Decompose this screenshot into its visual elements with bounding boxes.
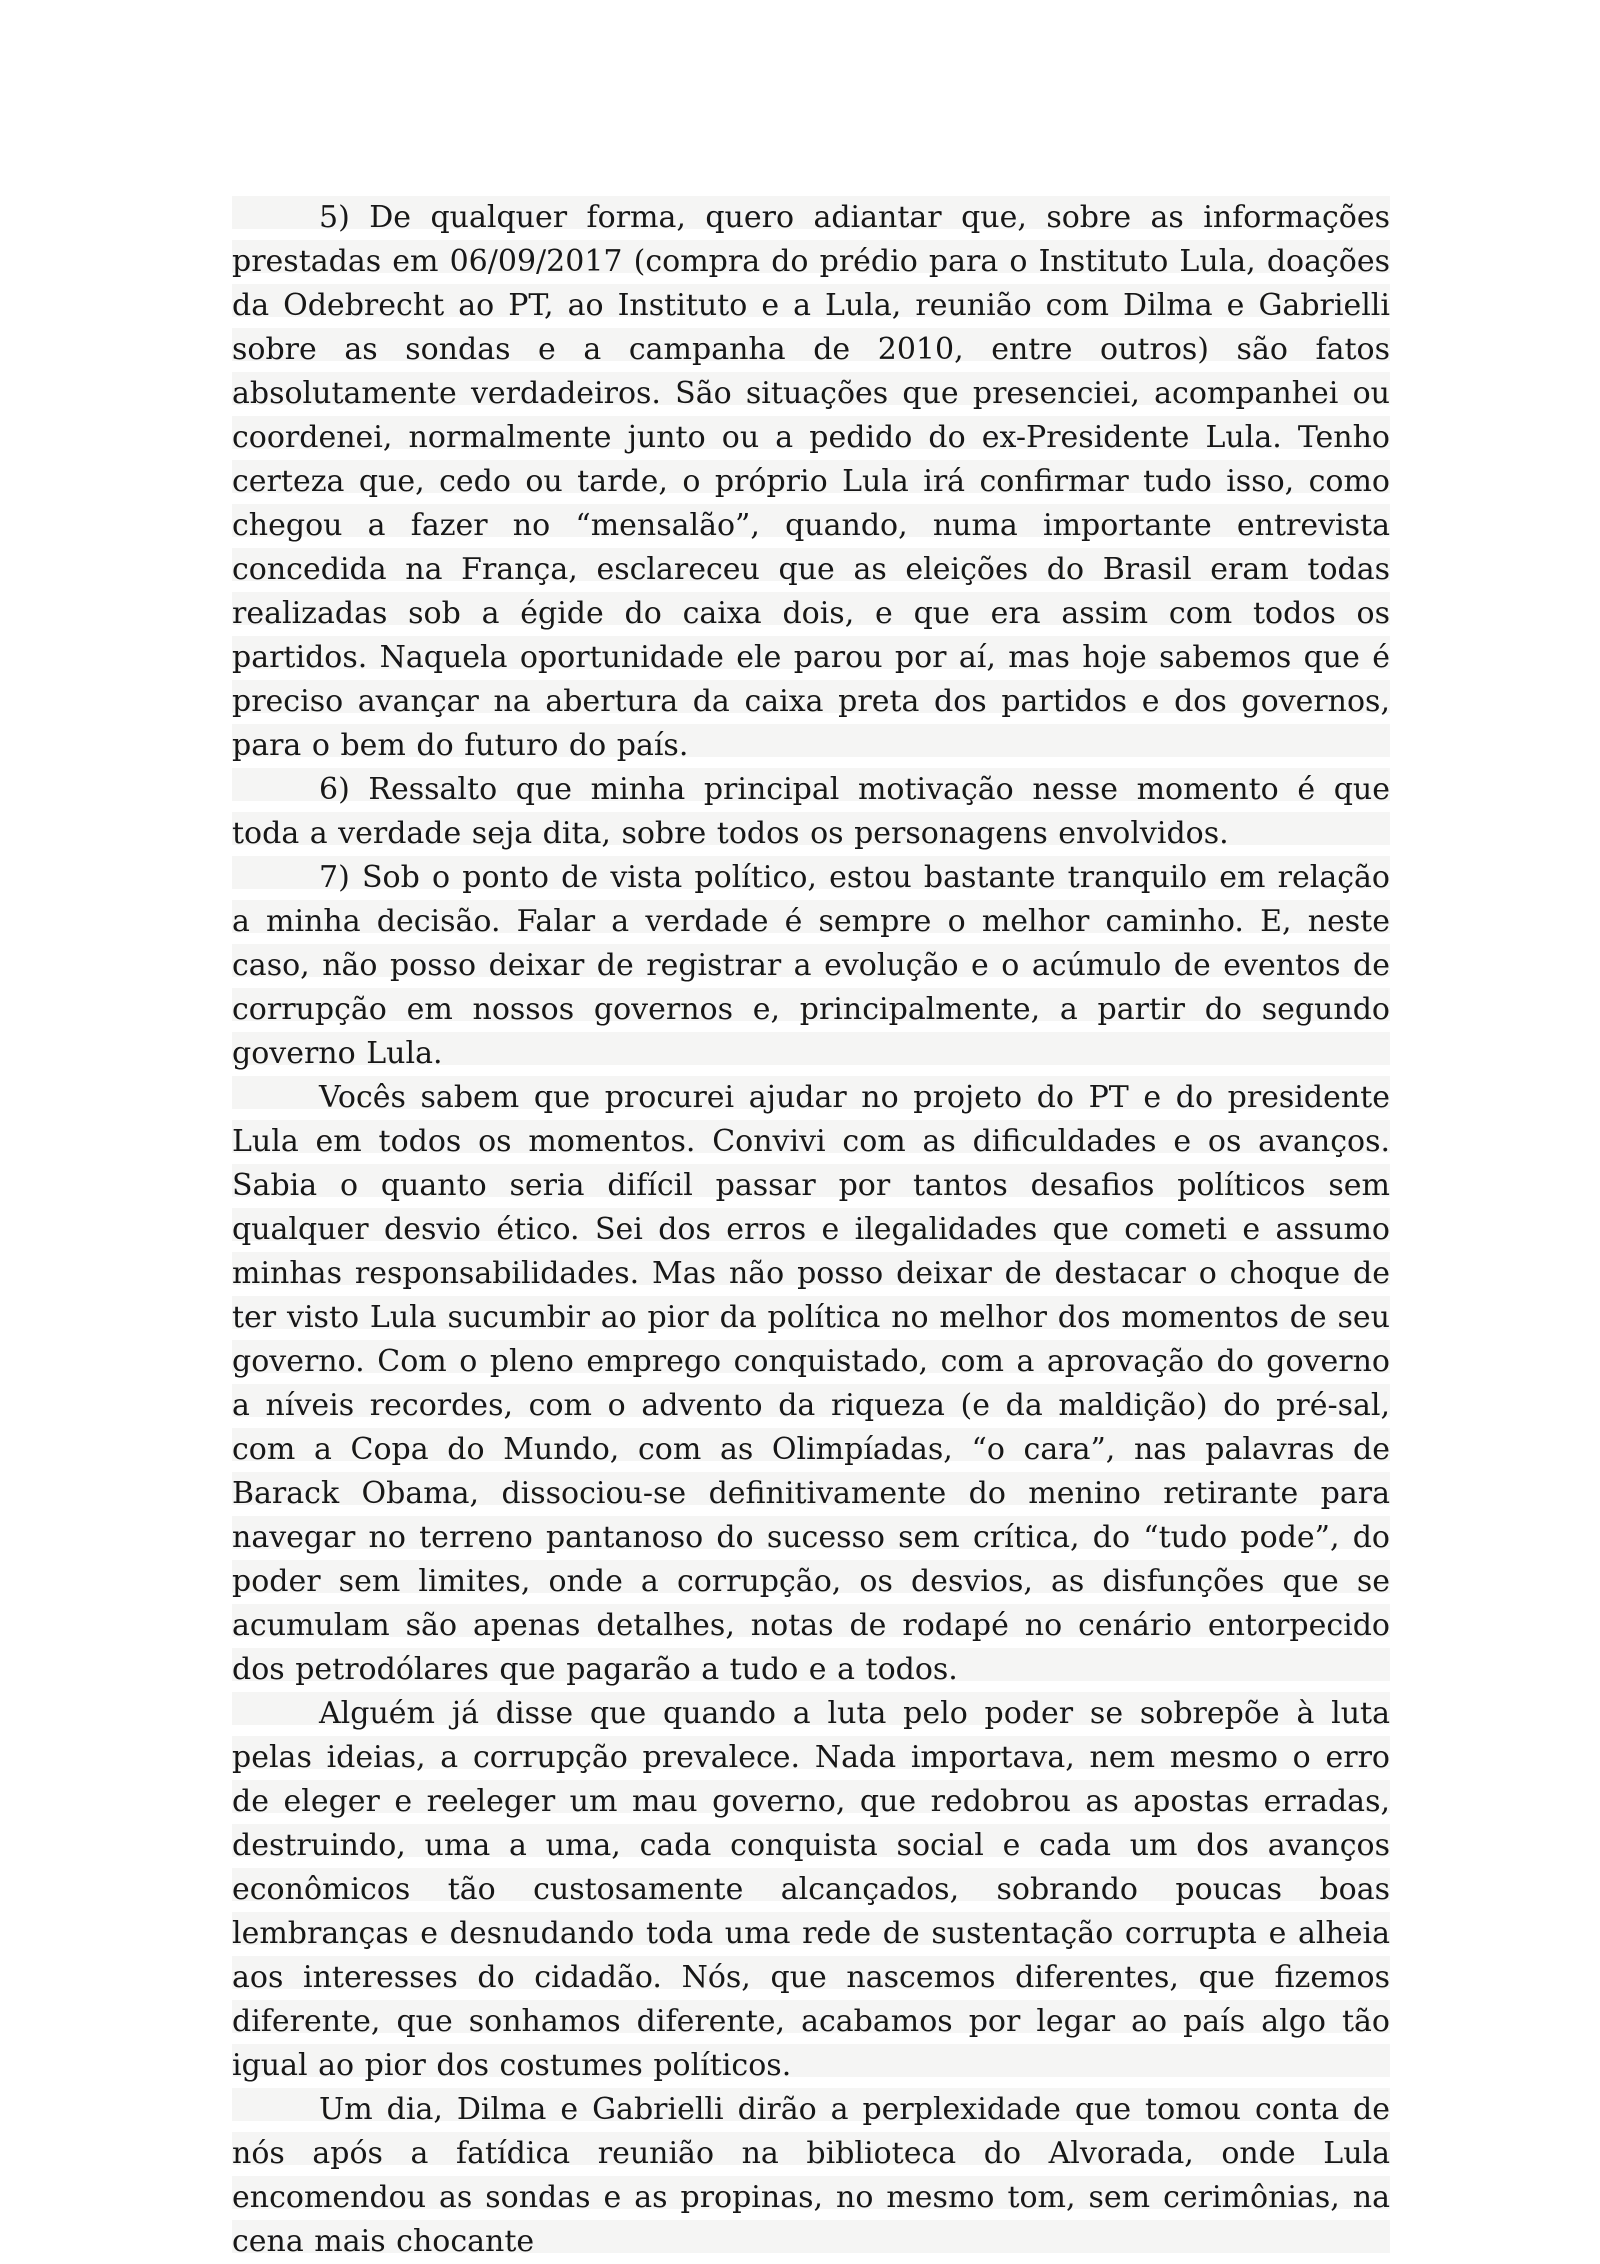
paragraph-alguem-ja-disse: Alguém já disse que quando a luta pelo poder se sobrepõe à luta pelas ideias, a corrupção prevalece. Nada importava, nem mesmo o erro de eleger e reeleger um mau governo, que redobrou as apostas erradas, destruindo, uma a uma, cada conquista social e cada um dos avanços econômicos tão custosamente alcançados, sobrando poucas boas lembranças e desnudando toda uma rede de sustentação corrupta e alheia aos interesses do cidadão. Nós, que nascemos diferentes, que fizemos diferente, que sonhamos diferente, acabamos por legar ao país algo tão igual ao pior dos costumes políticos. bbox=[232, 1696, 1390, 2083]
paragraph-item-5: 5) De qualquer forma, quero adiantar que, sobre as informações prestadas em 06/09/2017 (compra do prédio para o Instituto Lula, doações da Odebrecht ao PT, ao Instituto e a Lula, reunião com Dilma e Gabrielli sobre as sondas e a campanha de 2010, entre outros) são fatos absolutamente verdadeiros. São situações que presenciei, acompanhei ou coordenei, normalmente junto ou a pedido do ex-Presidente Lula. Tenho certeza que, cedo ou tarde, o próprio Lula irá confirmar tudo isso, como chegou a fazer no “mensalão”, quando, numa importante entrevista concedida na França, esclareceu que as eleições do Brasil eram todas realizadas sob a égide do caixa dois, e que era assim com todos os partidos. Naquela oportunidade ele parou por aí, mas hoje sabemos que é preciso avançar na abertura da caixa preta dos partidos e dos governos, para o bem do futuro do país. bbox=[232, 200, 1390, 763]
document-text-block bbox=[232, 196, 1390, 2264]
paragraph-item-6: 6) Ressalto que minha principal motivação nesse momento é que toda a verdade seja dita, sobre todos os personagens envolvidos. bbox=[232, 772, 1390, 851]
paragraph-um-dia: Um dia, Dilma e Gabrielli dirão a perplexidade que tomou conta de nós após a fatídica reunião na biblioteca do Alvorada, onde Lula encomendou as sondas e as propinas, no mesmo tom, sem cerimônias, na cena mais chocante bbox=[232, 2092, 1390, 2259]
paragraph-voces-sabem: Vocês sabem que procurei ajudar no projeto do PT e do presidente Lula em todos os momentos. Convivi com as dificuldades e os avanços. Sabia o quanto seria difícil passar por tantos desafios políticos sem qualquer desvio ético. Sei dos erros e ilegalidades que cometi e assumo minhas responsabilidades. Mas não posso deixar de destacar o choque de ter visto Lula sucumbir ao pior da política no melhor dos momentos de seu governo. Com o pleno emprego conquistado, com a aprovação do governo a níveis recordes, com o advento da riqueza (e da maldição) do pré-sal, com a Copa do Mundo, com as Olimpíadas, “o cara”, nas palavras de Barack Obama, dissociou-se definitivamente do menino retirante para navegar no terreno pantanoso do sucesso sem crítica, do “tudo pode”, do poder sem limites, onde a corrupção, os desvios, as disfunções que se acumulam são apenas detalhes, notas de rodapé no cenário entorpecido dos petrodólares que pagarão a tudo e a todos. bbox=[232, 1080, 1390, 1687]
paragraph-item-7: 7) Sob o ponto de vista político, estou bastante tranquilo em relação a minha decisão. Falar a verdade é sempre o melhor caminho. E, neste caso, não posso deixar de registrar a evolução e o acúmulo de eventos de corrupção em nossos governos e, principalmente, a partir do segundo governo Lula. bbox=[232, 860, 1390, 1071]
